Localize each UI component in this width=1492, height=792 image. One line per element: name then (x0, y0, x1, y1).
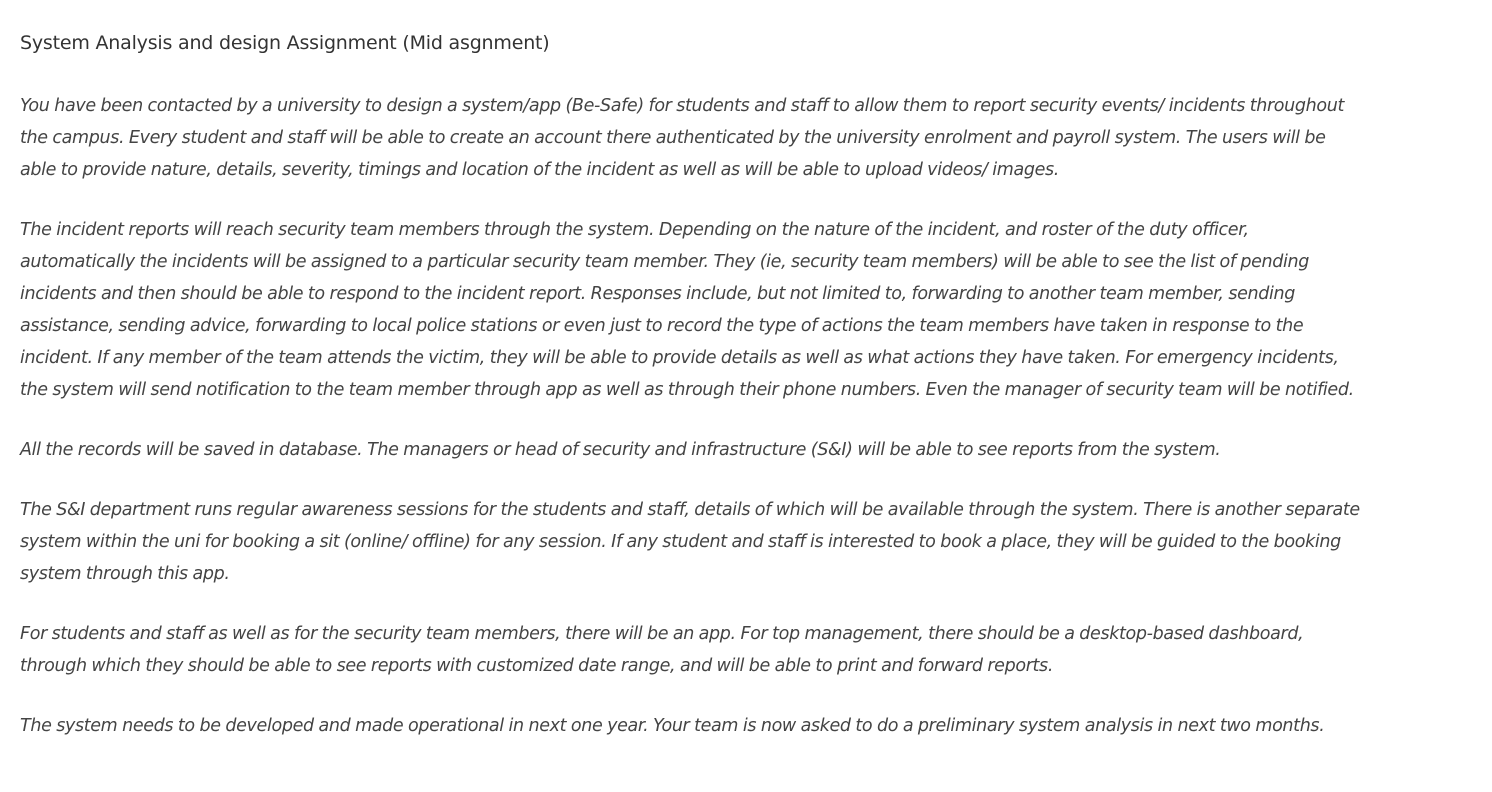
document-body (20, 90, 1365, 742)
paragraph-timeline: The system needs to be developed and made operational in next one year. Your team is now asked to do a preliminary system analysis in next two months. (20, 716, 1325, 736)
document-title: System Analysis and design Assignment (Mid asgnment) (20, 32, 550, 54)
paragraph-app-and-dashboard: For students and staff as well as for the security team members, there will be an app. For top management, there should be a desktop-based dashboard, through which they should be able to see reports with customized date range, and will be able to print and forward reports. (20, 624, 1304, 676)
paragraph-system-overview: You have been contacted by a university to design a system/app (Be-Safe) for students and staff to allow them to report security events/ incidents throughout the campus. Every student and staff will be able to create an account there authenticated by the university enrolment and payroll system. The users will be able to provide nature, details, severity, timings and location of the incident as well as will be able to upload videos/ images. (20, 96, 1345, 180)
paragraph-incident-handling: The incident reports will reach security team members through the system. Depending on the nature of the incident, and roster of the duty officer, automatically the incidents will be assigned to a particular security team member. They (ie, security team members) will be able to see the list of pending incidents and then should be able to respond to the incident report. Responses include, but not limited to, forwarding to another team member, sending assistance, sending advice, forwarding to local police stations or even just to record the type of actions the team members have taken in response to the incident. If any member of the team attends the victim, they will be able to provide details as well as what actions they have taken. For emergency incidents, the system will send notification to the team member through app as well as through their phone numbers. Even the manager of security team will be notified. (20, 220, 1354, 400)
paragraph-records-database: All the records will be saved in database. The managers or head of security and infrastructure (S&I) will be able to see reports from the system. (20, 440, 1221, 460)
paragraph-awareness-sessions: The S&I department runs regular awareness sessions for the students and staff, details of which will be available through the system. There is another separate system within the uni for booking a sit (online/ offline) for any session. If any student and staff is interested to book a place, they will be guided to the booking system through this app. (20, 500, 1360, 584)
